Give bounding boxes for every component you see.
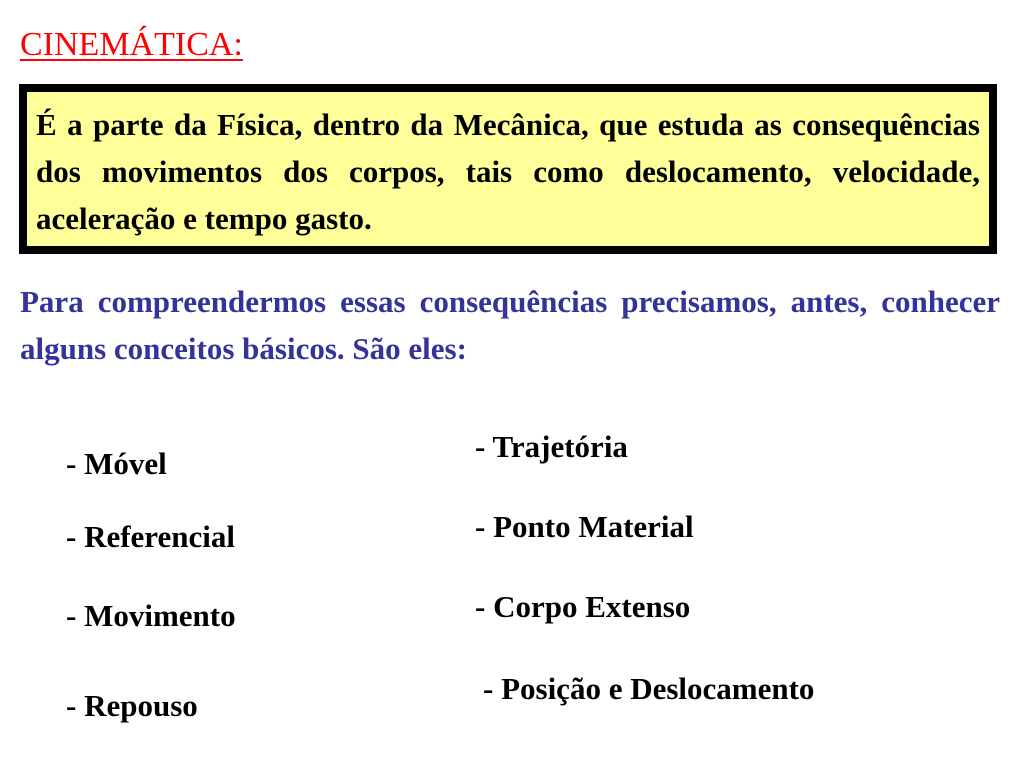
definition-box xyxy=(19,84,997,254)
definition-text: É a parte da Física, dentro da Mecânica, que estuda as consequências dos movimentos dos corpos, tais como deslocamento, velocidade, aceleração e tempo gasto. xyxy=(36,107,980,236)
concept-item-repouso: - Repouso xyxy=(66,688,198,723)
concept-item-posicao-deslocamento: - Posição e Deslocamento xyxy=(483,671,815,706)
concept-item-referencial: - Referencial xyxy=(66,519,235,554)
slide-title: CINEMÁTICA: xyxy=(20,26,243,63)
concept-item-trajetoria: - Trajetória xyxy=(475,429,628,464)
intro-paragraph: Para compreendermos essas consequências precisamos, antes, conhecer alguns conceitos básicos. São eles: xyxy=(20,284,1000,366)
concept-item-movimento: - Movimento xyxy=(66,598,236,633)
concept-item-ponto-material: - Ponto Material xyxy=(475,509,694,544)
concept-item-movel: - Móvel xyxy=(66,446,167,481)
concept-item-corpo-extenso: - Corpo Extenso xyxy=(475,589,691,624)
